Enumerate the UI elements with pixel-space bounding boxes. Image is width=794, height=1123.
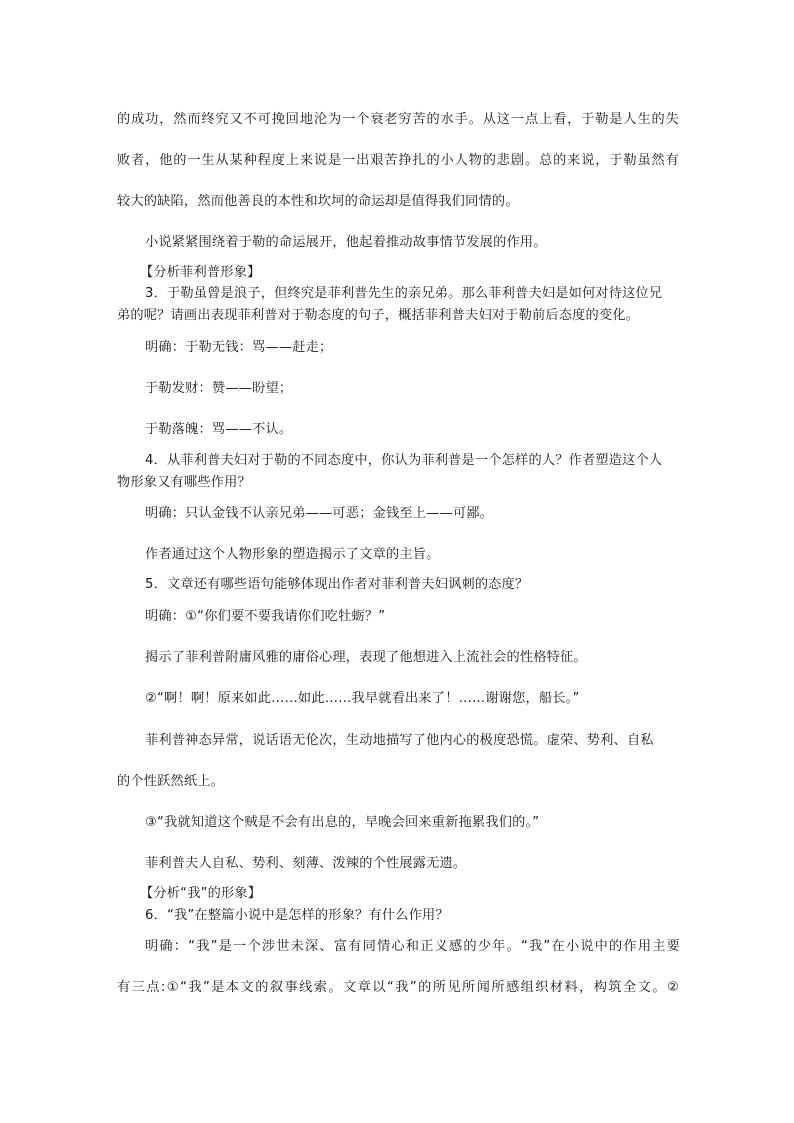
question-text: 6．“我”在整篇小说中是怎样的形象？有什么作用？ [145,908,449,923]
text-line: 较大的缺陷，然而他善良的本性和坎坷的命运却是值得我们同情的。 [117,194,519,209]
question-text: 弟的呢？请画出表现菲利普对于勒态度的句子，概括菲利普夫妇对于勒前后态度的变化。 [117,308,640,323]
text-line: 败者，他的一生从某种程度上来说是一出艰苦挣扎的小人物的悲剧。总的来说，于勒虽然有 [117,153,679,168]
question-text: 5．文章还有哪些语句能够体现出作者对菲利普夫妇讽刺的态度？ [145,577,529,592]
question-text: 4．从菲利普夫妇对于勒的不同态度中，你认为菲利普是一个怎样的人？作者塑造这个人 [145,453,663,468]
answer-text: 明确：“我”是一个涉世未深、富有同情心和正义感的少年。“我”在小说中的作用主要 [145,939,680,954]
text-line: 小说紧紧围绕着于勒的命运展开，他起着推动故事情节发展的作用。 [145,235,547,250]
answer-text: 菲利普神态异常，说话语无伦次，生动地描写了他内心的极度恐慌。虚荣、势利、自私 [145,733,654,748]
answer-text: 作者通过这个人物形象的塑造揭示了文章的主旨。 [145,547,440,562]
answer-text: 明确：①“你们要不要我请你们吃牡蛎？” [145,609,386,624]
question-text: 物形象又有哪些作用？ [117,475,251,490]
answer-text: 明确：只认金钱不认亲兄弟——可恶；金钱至上——可鄙。 [145,506,494,521]
answer-text: 于勒落魄：骂——不认。 [145,422,293,437]
question-text: 3．于勒虽曾是浪子，但终究是菲利普先生的亲兄弟。那么菲利普夫妇是如何对待这位兄 [145,286,663,301]
answer-text: 有三点:①“我”是本文的叙事线索。文章以“我”的所见所闻所感组织材料，构筑全文。② [117,980,679,995]
answer-text: ③“我就知道这个贼是不会有出息的，早晚会回来重新拖累我们的。” [145,815,540,830]
section-heading: 【分析菲利普形象】 [140,265,261,280]
answer-text: 的个性跃然纸上。 [117,774,225,789]
answer-text: ②“啊！啊！原来如此……如此……我早就看出来了！……谢谢您，船长。” [145,691,580,706]
answer-text: 菲利普夫人自私、势利、刻薄、泼辣的个性展露无遗。 [145,856,467,871]
section-heading: 【分析“我”的形象】 [140,886,262,901]
answer-text: 揭示了菲利普附庸风雅的庸俗心理，表现了他想进入上流社会的性格特征。 [145,650,587,665]
text-line: 的成功，然而终究又不可挽回地沦为一个衰老穷苦的水手。从这一点上看，于勒是人生的失 [117,112,679,127]
answer-text: 于勒发财：赞——盼望； [145,381,293,396]
answer-text: 明确：于勒无钱：骂——赶走； [145,340,333,355]
